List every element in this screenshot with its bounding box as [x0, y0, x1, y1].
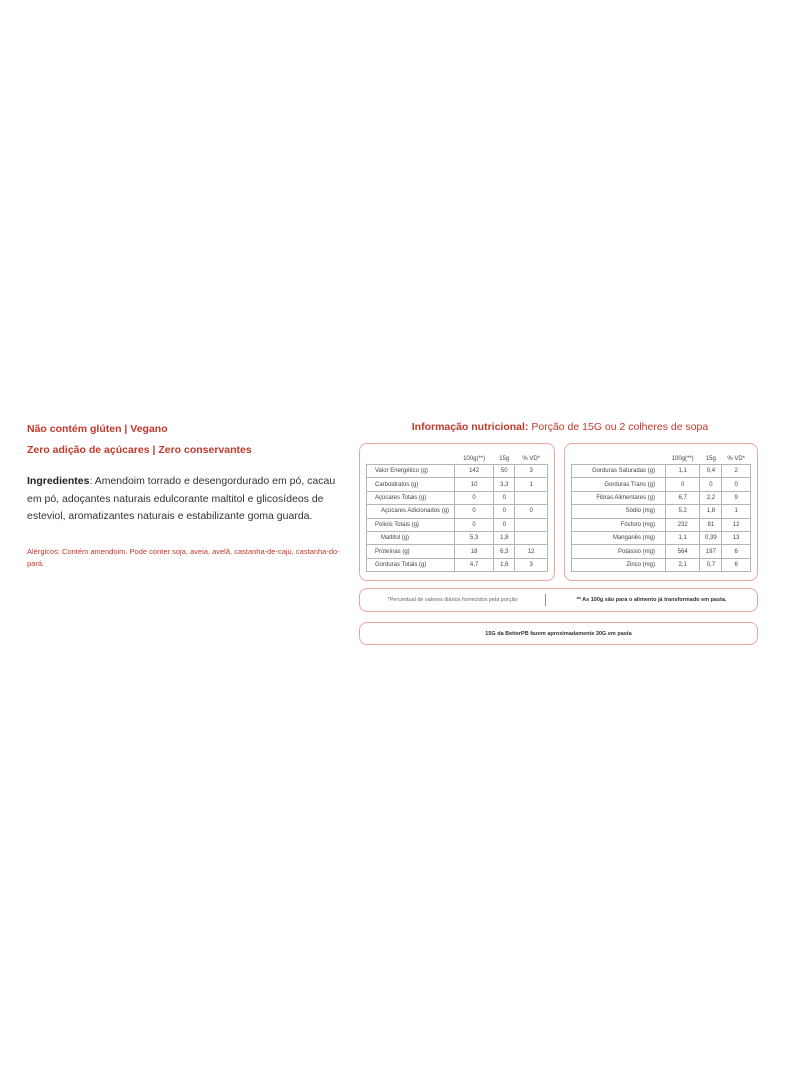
value-vd: 12	[722, 518, 751, 531]
table-row	[367, 491, 548, 504]
value-15g: 1,6	[494, 558, 515, 571]
row-label: Valor Energético (g)	[367, 465, 455, 478]
value-vd: 12	[515, 545, 548, 558]
product-info	[27, 422, 345, 570]
allergens-text: Alérgicos: Contém amendoim. Pode conter soja, aveia, avelã, castanha-de-caju, castanha-do-pará.	[27, 546, 340, 568]
value-15g: 0,4	[700, 465, 722, 478]
ingredients-text: : Amendoim torrado e desengordurado em pó, cacau em pó, adoçantes naturais edulcorante maltitol e glicosídeos de esteviol, aromatizantes naturais e estabilizante goma guarda.	[27, 475, 336, 522]
footnote-100g-note: ** As 100g são para o alimento já transformado em pasta.	[576, 597, 727, 603]
nutrition-title-portion: Porção de 15G ou 2 colheres de sopa	[528, 421, 709, 433]
footnote-daily-values: *Percentual de valores diários fornecidos pela porção	[360, 594, 546, 606]
row-label: Gorduras Trans (g)	[572, 478, 666, 491]
value-100g: 142	[455, 465, 494, 478]
row-label: Gorduras Saturadas (g)	[572, 465, 666, 478]
value-100g: 1,1	[666, 465, 700, 478]
table-row	[572, 558, 751, 571]
value-100g: 2,1	[666, 558, 700, 571]
table-row	[367, 465, 548, 478]
value-vd	[515, 531, 548, 544]
row-label: Gorduras Totais (g)	[367, 558, 455, 571]
table-row	[367, 558, 548, 571]
nutrition-title-bold: Informação nutricional:	[411, 421, 529, 433]
value-vd: 1	[722, 505, 751, 518]
value-100g: 564	[666, 545, 700, 558]
ingredients-label: Ingredientes	[27, 475, 90, 487]
value-15g: 1,8	[494, 531, 515, 544]
value-vd: 1	[515, 478, 548, 491]
header-15g: 15g	[705, 455, 716, 462]
value-100g: 4,7	[455, 558, 494, 571]
value-vd: 2	[722, 465, 751, 478]
table-row	[367, 518, 548, 531]
value-15g: 1,8	[700, 505, 722, 518]
table-row	[572, 505, 751, 518]
value-100g: 6,7	[666, 491, 700, 504]
table-row	[367, 505, 548, 518]
row-label: Açúcares Adicionados (g)	[367, 505, 455, 518]
claim-gluten-vegan: Não contém glúten | Vegano	[27, 423, 168, 435]
table-row	[572, 491, 751, 504]
value-15g: 6,3	[494, 545, 515, 558]
row-label: Sódio (mg)	[572, 505, 666, 518]
row-label: Fósforo (mg)	[572, 518, 666, 531]
value-100g: 0	[455, 491, 494, 504]
value-15g: 0	[700, 478, 722, 491]
value-15g: 0	[494, 491, 515, 504]
value-100g: 0	[455, 505, 494, 518]
header-vd: % VD*	[522, 455, 540, 462]
value-100g: 232	[666, 518, 700, 531]
table-header-row	[572, 453, 751, 465]
conversion-note: 15G da BetterPB fazem aproximadamente 30G em pasta	[359, 622, 758, 645]
value-vd	[515, 491, 548, 504]
value-vd: 0	[515, 505, 548, 518]
value-vd: 9	[722, 491, 751, 504]
table-row	[572, 465, 751, 478]
claim-zero-sugar: Zero adição de açúcares | Zero conservantes	[27, 444, 252, 456]
row-label: Poliois Totais (g)	[367, 518, 455, 531]
value-100g: 0	[666, 478, 700, 491]
table-header-row	[367, 453, 548, 465]
value-vd: 3	[515, 465, 548, 478]
row-label: Potássio (mg)	[572, 545, 666, 558]
value-15g: 81	[700, 518, 722, 531]
value-vd: 6	[722, 545, 751, 558]
row-label: Carboidratos (g)	[367, 478, 455, 491]
table-row	[367, 478, 548, 491]
value-15g: 3,3	[494, 478, 515, 491]
table-row	[572, 531, 751, 544]
header-vd: % VD*	[727, 455, 746, 462]
value-15g: 0	[494, 505, 515, 518]
value-15g: 2,2	[700, 491, 722, 504]
header-100g: 100g(**)	[671, 455, 694, 462]
value-15g: 0	[494, 518, 515, 531]
nutrition-table-left	[359, 443, 555, 581]
value-100g: 18	[455, 545, 494, 558]
table-row	[572, 518, 751, 531]
value-100g: 0	[455, 518, 494, 531]
value-100g: 1,1	[666, 531, 700, 544]
value-vd	[515, 518, 548, 531]
value-vd: 0	[722, 478, 751, 491]
value-vd: 6	[722, 558, 751, 571]
value-100g: 5,2	[666, 505, 700, 518]
table-row	[367, 545, 548, 558]
table-row	[367, 531, 548, 544]
value-100g: 5,3	[455, 531, 494, 544]
value-vd: 3	[515, 558, 548, 571]
table-row	[572, 478, 751, 491]
value-15g: 50	[494, 465, 515, 478]
value-vd: 13	[722, 531, 751, 544]
nutrition-title	[365, 421, 755, 433]
row-label: Zinco (mg)	[572, 558, 666, 571]
row-label: Proteínas (g)	[367, 545, 455, 558]
value-15g: 197	[700, 545, 722, 558]
row-label: Manganês (mg)	[572, 531, 666, 544]
footnote-box	[359, 588, 758, 612]
value-15g: 0,39	[700, 531, 722, 544]
row-label: Fibras Alimentares (g)	[572, 491, 666, 504]
header-100g: 100g(**)	[463, 455, 486, 462]
row-label: Açúcares Totais (g)	[367, 491, 455, 504]
ingredients-paragraph	[27, 473, 345, 526]
table-row	[572, 545, 751, 558]
value-15g: 0,7	[700, 558, 722, 571]
row-label: Maltitol (g)	[367, 531, 455, 544]
header-15g: 15g	[499, 455, 510, 462]
value-100g: 10	[455, 478, 494, 491]
nutrition-table-right	[564, 443, 758, 581]
